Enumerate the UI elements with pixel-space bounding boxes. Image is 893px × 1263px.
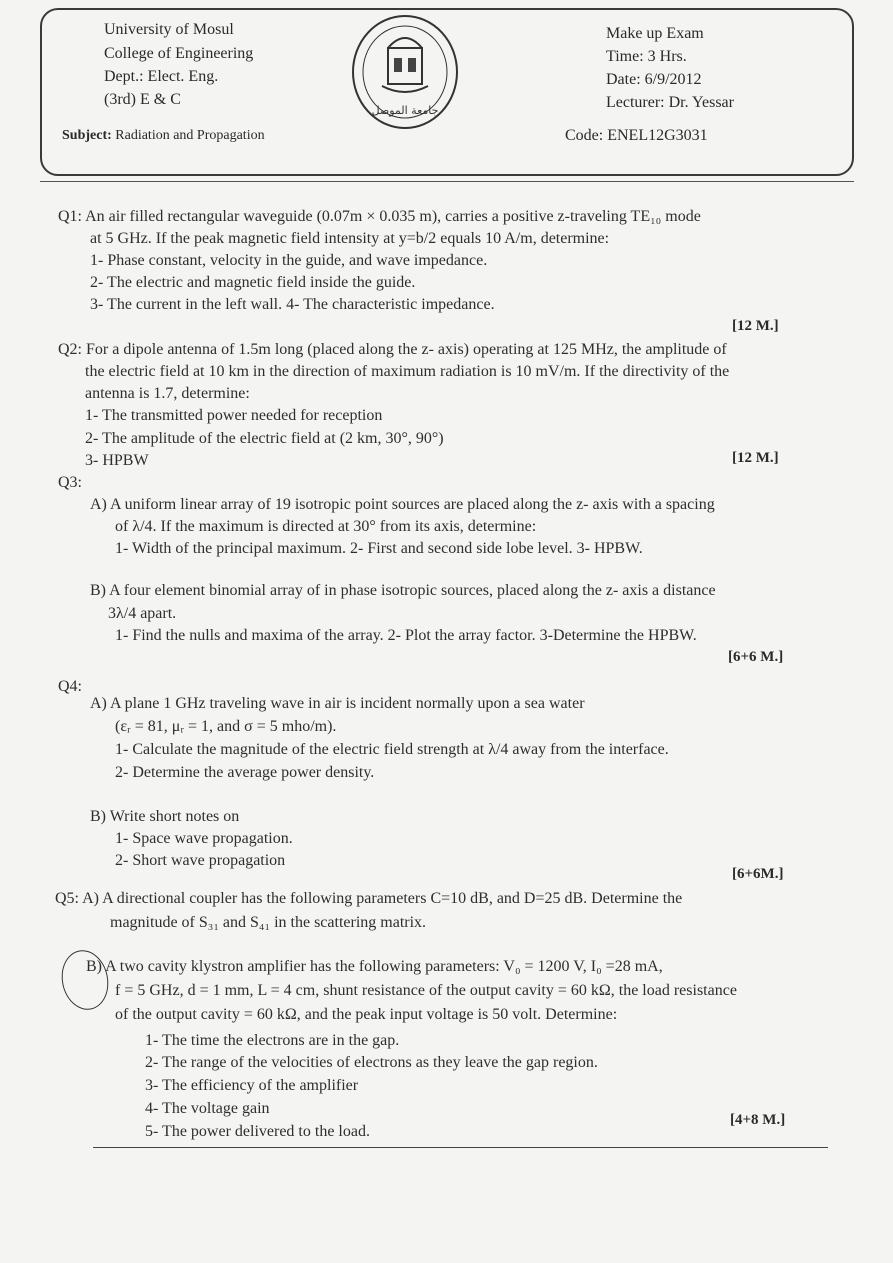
bottom-divider [93, 1147, 828, 1148]
college-name: College of Engineering [104, 45, 254, 62]
q3-label: Q3: [58, 474, 82, 491]
q5b-text: B) A two cavity klystron amplifier has the following parameters: V₀ = 1200 V, I₀ =28 mA, [86, 958, 663, 975]
q2-item: 2- The amplitude of the electric field at (2 km, 30°, 90°) [85, 430, 444, 447]
university-name: University of Mosul [104, 21, 234, 38]
q1-text: at 5 GHz. If the peak magnetic field intensity at y=b/2 equals 10 A/m, determine: [90, 230, 610, 247]
university-logo-icon [350, 14, 460, 132]
q4a-item: 2- Determine the average power density. [115, 764, 375, 781]
q3-marks: [6+6 M.] [728, 649, 784, 665]
q1-item: 3- The current in the left wall. 4- The characteristic impedance. [90, 296, 495, 313]
exam-time: Time: 3 Hrs. [606, 48, 687, 65]
q1-marks: [12 M.] [732, 318, 779, 334]
q2-item: 3- HPBW [85, 452, 149, 469]
q3b-text: B) A four element binomial array of in phase isotropic sources, placed along the z- axis a distance [90, 582, 716, 599]
q3a-text: of λ/4. If the maximum is directed at 30° from its axis, determine: [115, 518, 537, 535]
q2-item: 1- The transmitted power needed for reception [85, 407, 383, 424]
exam-date: Date: 6/9/2012 [606, 71, 702, 88]
q5b-text: f = 5 GHz, d = 1 mm, L = 4 cm, shunt resistance of the output cavity = 60 kΩ, the load resistance [115, 982, 737, 999]
q4a-item: 1- Calculate the magnitude of the electric field strength at λ/4 away from the interface. [115, 741, 669, 758]
q1-item: 2- The electric and magnetic field inside the guide. [90, 274, 416, 291]
q5b-text: of the output cavity = 60 kΩ, and the peak input voltage is 50 volt. Determine: [115, 1006, 618, 1023]
q3a-item: 1- Width of the principal maximum. 2- First and second side lobe level. 3- HPBW. [115, 540, 643, 557]
exam-type: Make up Exam [606, 25, 704, 42]
lecturer: Lecturer: Dr. Yessar [606, 94, 734, 111]
q4b-item: 1- Space wave propagation. [115, 830, 293, 847]
q2-text: the electric field at 10 km in the direction of maximum radiation is 10 mV/m. If the directivity of the [85, 363, 730, 380]
q4b-text: B) Write short notes on [90, 808, 240, 825]
subject-value: Radiation and Propagation [115, 128, 265, 143]
q5-marks: [4+8 M.] [730, 1112, 786, 1128]
q2-text: Q2: For a dipole antenna of 1.5m long (placed along the z- axis) operating at 125 MHz, the amplitude of [58, 341, 727, 358]
q4a-text: A) A plane 1 GHz traveling wave in air is incident normally upon a sea water [90, 695, 585, 712]
q1-item: 1- Phase constant, velocity in the guide, and wave impedance. [90, 252, 488, 269]
q3b-text: 3λ/4 apart. [108, 605, 177, 622]
subject-label: Subject: [62, 128, 112, 143]
logo-text: جامعة الموصل [371, 104, 439, 117]
q4-marks: [6+6M.] [732, 866, 784, 882]
q5b-item: 4- The voltage gain [145, 1100, 270, 1117]
q4-label: Q4: [58, 678, 82, 695]
q5b-item: 2- The range of the velocities of electrons as they leave the gap region. [145, 1054, 598, 1071]
q5b-item: 3- The efficiency of the amplifier [145, 1077, 359, 1094]
department: Dept.: Elect. Eng. [104, 68, 219, 85]
q5a-text: Q5: A) A directional coupler has the following parameters C=10 dB, and D=25 dB. Determine the [55, 890, 683, 907]
class-stage: (3rd) E & C [104, 91, 181, 108]
q5b-item: 5- The power delivered to the load. [145, 1123, 370, 1140]
q3b-item: 1- Find the nulls and maxima of the array. 2- Plot the array factor. 3-Determine the HPBW. [115, 627, 697, 644]
subject-line [62, 128, 265, 144]
q2-text: antenna is 1.7, determine: [85, 385, 250, 402]
q5a-text: magnitude of S₃₁ and S₄₁ in the scattering matrix. [110, 914, 427, 931]
q1-text: Q1: An air filled rectangular waveguide (0.07m × 0.035 m), carries a positive z-traveling TE₁₀ mode [58, 208, 701, 225]
q4b-item: 2- Short wave propagation [115, 852, 286, 869]
q5b-item: 1- The time the electrons are in the gap. [145, 1032, 400, 1049]
q3a-text: A) A uniform linear array of 19 isotropic point sources are placed along the z- axis with a spacing [90, 496, 715, 513]
q2-marks: [12 M.] [732, 450, 779, 466]
q4a-text: (εᵣ = 81, μᵣ = 1, and σ = 5 mho/m). [115, 718, 337, 735]
course-code: Code: ENEL12G3031 [565, 127, 708, 144]
